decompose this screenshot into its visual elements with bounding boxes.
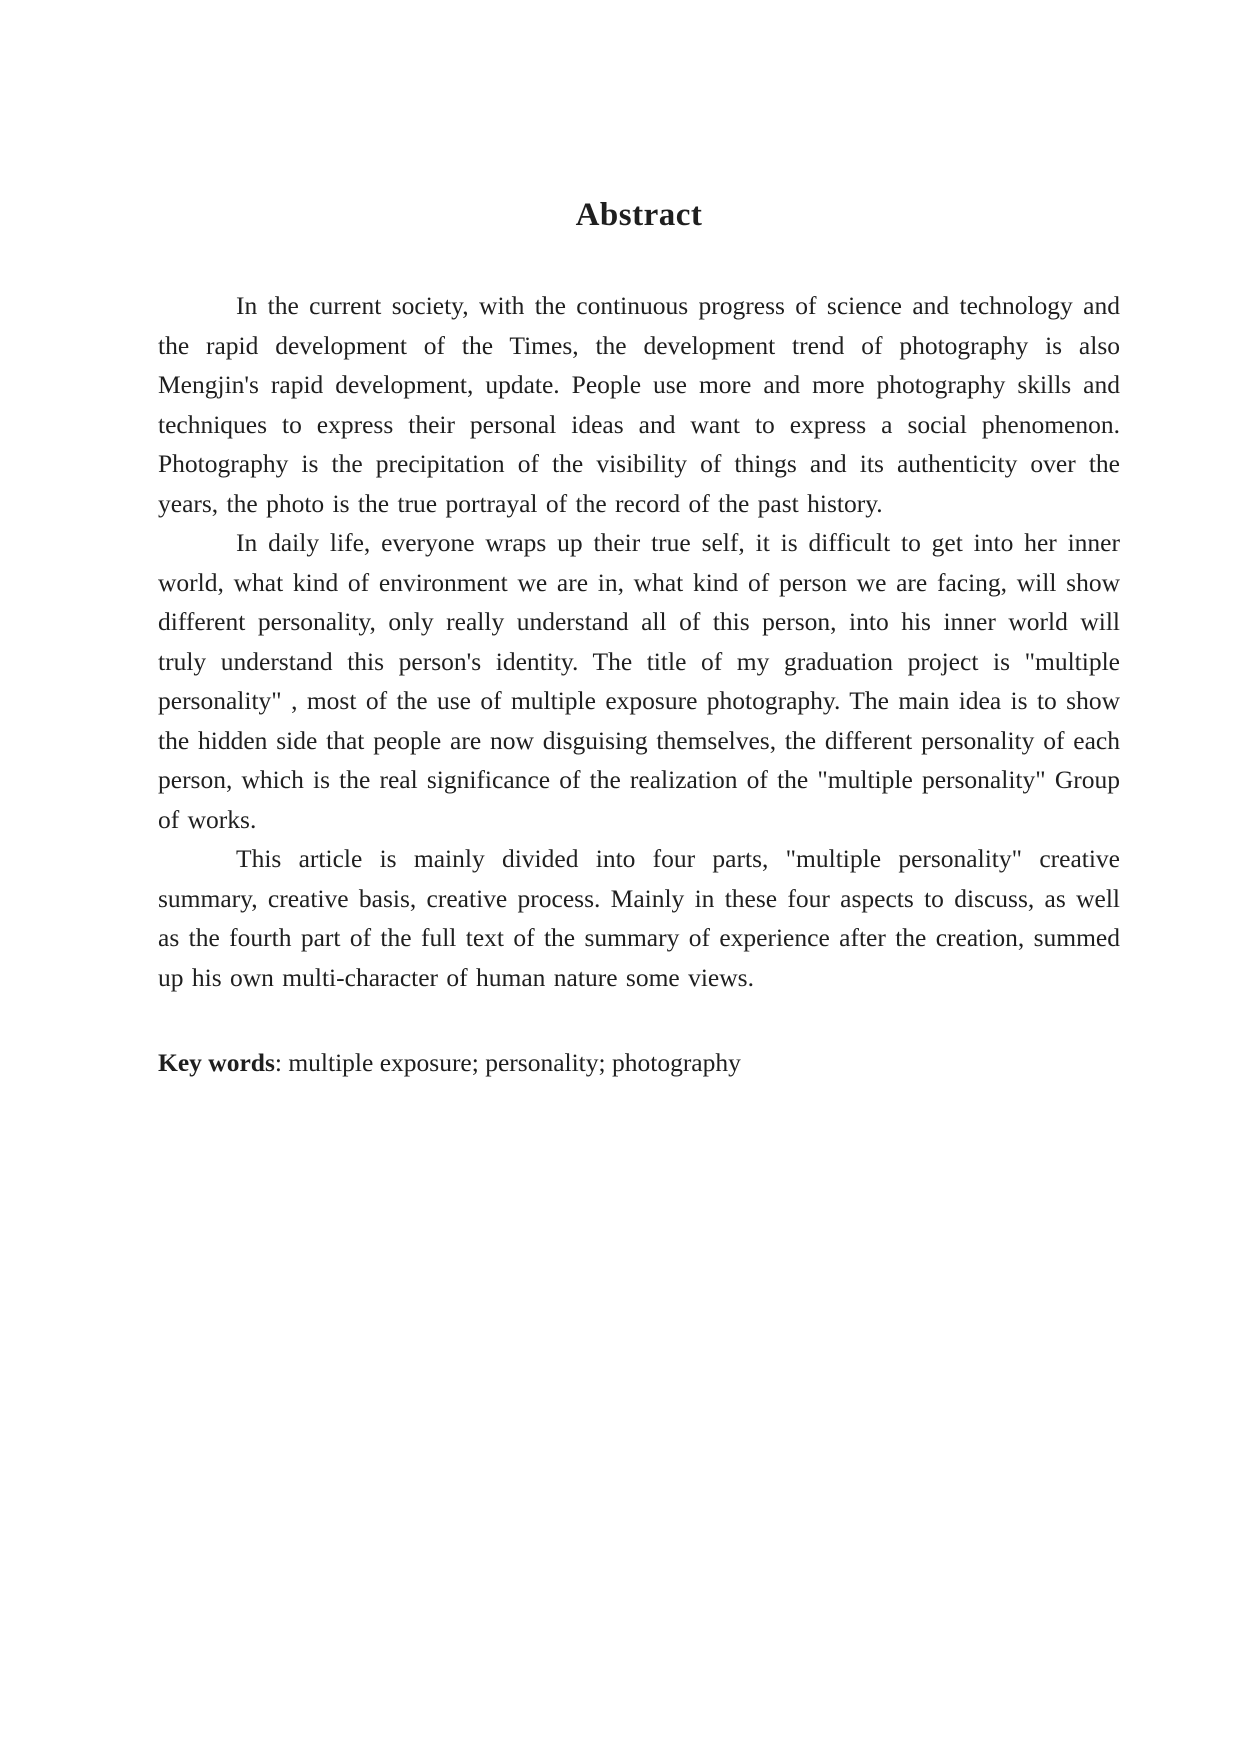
abstract-paragraph-3: This article is mainly divided into four parts, "multiple personality" creative summary, creative basis, creative process. Mainly in these four aspects to discuss, as well as the fourth part of the full text of the summary of experience after the creation, summed up his own multi-character of human nature some views. <box>158 844 1120 992</box>
abstract-body <box>158 286 1120 997</box>
page-content <box>158 0 1120 1083</box>
keywords-line <box>158 1043 1120 1083</box>
abstract-title: Abstract <box>575 197 703 233</box>
keywords-text: : multiple exposure; personality; photography <box>274 1048 741 1077</box>
keywords-label: Key words <box>158 1048 275 1077</box>
abstract-paragraph-1: In the current society, with the continuous progress of science and technology and the rapid development of the Times, the development trend of photography is also Mengjin's rapid development, update. People use more and more photography skills and techniques to express their personal ideas and want to express a social phenomenon. Photography is the precipitation of the visibility of things and its authenticity over the years, the photo is the true portrayal of the record of the past history. <box>158 291 1120 518</box>
abstract-paragraph-2: In daily life, everyone wraps up their true self, it is difficult to get into her inner world, what kind of environment we are in, what kind of person we are facing, will show different personality, only really understand all of this person, into his inner world will truly understand this person's identity. The title of my graduation project is "multiple personality" , most of the use of multiple exposure photography. The main idea is to show the hidden side that people are now disguising themselves, the different personality of each person, which is the real significance of the realization of the "multiple personality" Group of works. <box>158 528 1120 834</box>
